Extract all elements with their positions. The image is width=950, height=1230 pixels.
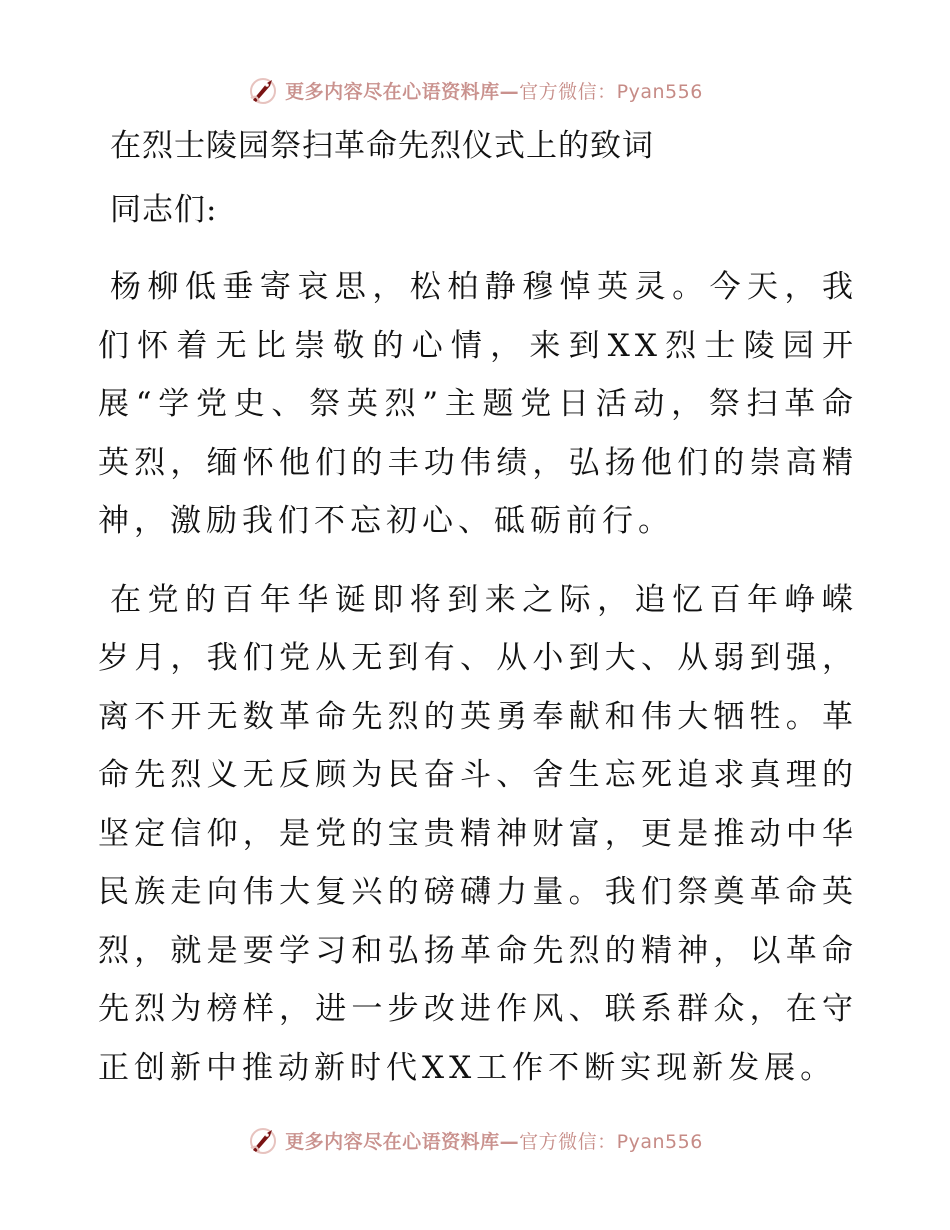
pen-nib-icon bbox=[247, 1124, 279, 1156]
footer-banner bbox=[0, 1120, 950, 1160]
paragraph-2: 在党的百年华诞即将到来之际，追忆百年峥嵘岁月，我们党从无到有、从小到大、从弱到强，离不开无数革命先烈的英勇奉献和伟大牺牲。革命先烈义无反顾为民奋斗、舍生忘死追求真理的坚定信仰，是党的宝贵精神财富，更是推动中华民族走向伟大复兴的磅礴力量。我们祭奠革命英烈，就是要学习和弘扬革命先烈的精神，以革命先烈为榜样，进一步改进作风、联系群众，在守正创新中推动新时代XX工作不断实现新发展。 bbox=[98, 581, 858, 1086]
paragraph-1: 杨柳低垂寄哀思，松柏静穆悼英灵。今天，我们怀着无比崇敬的心情，来到XX烈士陵园开展“学党史、祭英烈”主题党日活动，祭扫革命英烈，缅怀他们的丰功伟绩，弘扬他们的崇高精神，激励我们不忘初心、砥砺前行。 bbox=[98, 269, 858, 539]
document-title: 在烈士陵园祭扫革命先烈仪式上的致词 bbox=[110, 128, 654, 164]
header-banner-wechat: 官方微信：Pyan556 bbox=[519, 80, 703, 103]
header-banner-main-text: 更多内容尽在心语资料库— bbox=[285, 80, 520, 103]
salutation: 同志们: bbox=[110, 192, 218, 228]
footer-banner-text bbox=[285, 1127, 703, 1154]
header-banner bbox=[0, 70, 950, 110]
header-banner-text bbox=[285, 77, 703, 104]
footer-banner-main-text: 更多内容尽在心语资料库— bbox=[285, 1130, 520, 1153]
header-banner-content bbox=[247, 74, 703, 106]
pen-nib-icon bbox=[247, 74, 279, 106]
footer-banner-content bbox=[247, 1124, 703, 1156]
footer-banner-wechat: 官方微信：Pyan556 bbox=[519, 1130, 703, 1153]
document-body bbox=[98, 118, 858, 1097]
